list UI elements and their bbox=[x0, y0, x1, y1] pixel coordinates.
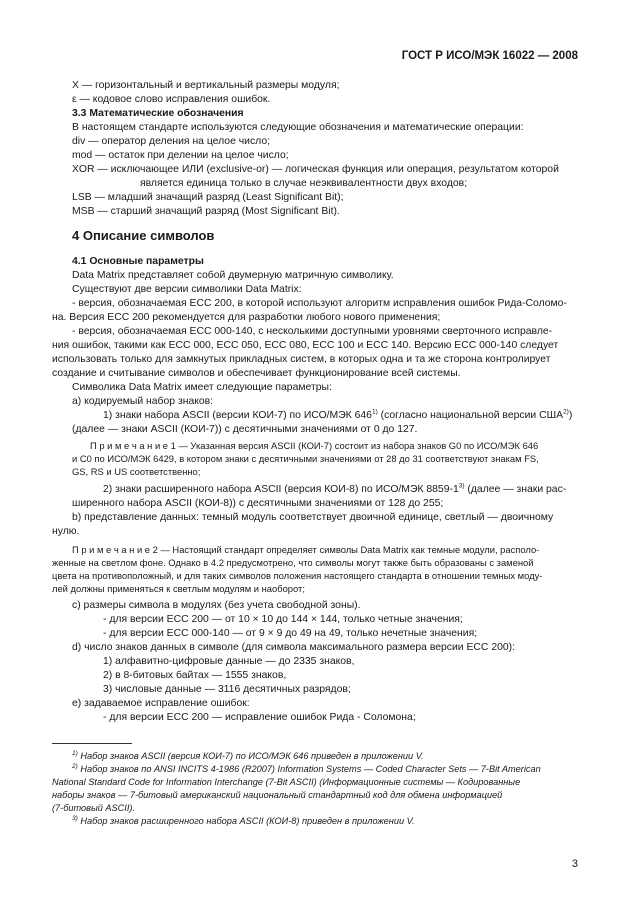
text-line: div — оператор деления на целое число; bbox=[72, 136, 270, 147]
text-line: Символика Data Matrix имеет следующие параметры: bbox=[72, 382, 332, 393]
text-line: ширенного набора ASCII (КОИ-8)) с десятичными значениями от 128 до 255; bbox=[72, 498, 444, 509]
text-line: b) представление данных: темный модуль соответствует двоичной единице, светлый — двоичному bbox=[72, 512, 554, 523]
note-line: лей должны применяться к светлым модулям и наоборот; bbox=[52, 583, 305, 594]
text-line: на. Версия ECC 200 рекомендуется для разработки любого нового применения; bbox=[52, 312, 441, 323]
footnote: наборы знаков — 7-битовый американский национальный стандартный код для обмена информацией bbox=[52, 790, 503, 800]
note-line: и C0 по ИСО/МЭК 6429, в котором знаки с десятичными значениями от 28 до 31 соответствуют знакам FS, bbox=[72, 453, 539, 464]
text-line: 1) знаки набора ASCII (версии КОИ-7) по ИСО/МЭК 646$^{1)}$ (согласно национальной версии США$^{2)}$) bbox=[103, 408, 573, 421]
text-line: Data Matrix представляет собой двумерную матричную символику. bbox=[72, 270, 394, 281]
section-heading: 4.1 Основные параметры bbox=[72, 256, 204, 267]
text-line: XOR — исключающее ИЛИ (exclusive-or) — логическая функция или операция, результатом которой bbox=[72, 164, 559, 175]
note-line: GS, RS и US соответственно; bbox=[72, 466, 201, 477]
text-line: 1) алфавитно-цифровые данные — до 2335 знаков, bbox=[103, 656, 355, 667]
text-line: MSB — старший значащий разряд (Most Significant Bit). bbox=[72, 206, 340, 217]
text-line: создание и считывание символов и обеспечивает функционирование всей системы. bbox=[52, 368, 461, 379]
note-line: женные на светлом фоне. Однако в 4.2 предусмотрено, что символы могут также быть образованы с заменой bbox=[52, 557, 534, 568]
footnote: $^{3)}$ Набор знаков расширенного набора ASCII (КОИ-8) приведен в приложении V. bbox=[72, 814, 415, 826]
text-line: ния ошибок, такими как ECC 000, ECC 050, ECC 080, ECC 100 и ECC 140. Версию ECC 000-140 следует bbox=[52, 340, 559, 351]
text-line: с) размеры символа в модулях (без учета свободной зоны). bbox=[72, 600, 361, 611]
footnote-divider bbox=[52, 743, 132, 744]
text-line: - версия, обозначаемая ECC 200, в которой используют алгоритм исправления ошибок Рида-Соломо- bbox=[72, 298, 567, 309]
text-line: является единица только в случае неэквивалентности двух входов; bbox=[140, 178, 468, 189]
note-line: П р и м е ч а н и е 1 — Указанная версия ASCII (КОИ-7) состоит из набора знаков G0 по ИСО/МЭК 646 bbox=[90, 440, 539, 451]
chapter-heading: 4 Описание символов bbox=[72, 228, 215, 243]
text-line: использовать только для замкнутых прикладных систем, в которых одна и та же сторона контролирует bbox=[52, 354, 551, 365]
text-line: е) задаваемое исправление ошибок: bbox=[72, 698, 250, 709]
text-line: d) число знаков данных в символе (для символа максимального размера версии ECC 200): bbox=[72, 642, 515, 653]
footnote: (7-битовый ASCII). bbox=[52, 803, 135, 813]
note-line: П р и м е ч а н и е 2 — Настоящий стандарт определяет символы Data Matrix как темные модули, располо- bbox=[72, 544, 540, 555]
footnote-ref: 1) bbox=[371, 408, 378, 416]
document-header: ГОСТ Р ИСО/МЭК 16022 — 2008 bbox=[401, 50, 578, 62]
section-heading: 3.3 Математические обозначения bbox=[72, 108, 244, 119]
footnote-ref: 3) bbox=[458, 482, 465, 490]
text-line: - для версии ECC 200 — от 10 × 10 до 144 × 144, только четные значения; bbox=[103, 614, 463, 625]
text-line: - для версии ECC 200 — исправление ошибок Рида - Соломона; bbox=[103, 712, 416, 723]
text-line: - для версии ECC 000-140 — от 9 × 9 до 49 на 49, только нечетные значения; bbox=[103, 628, 478, 639]
text-line: Существуют две версии символики Data Matrix: bbox=[72, 284, 302, 295]
footnote-ref: 2) bbox=[563, 408, 569, 416]
text-line: X — горизонтальный и вертикальный размеры модуля; bbox=[72, 80, 340, 91]
footnote: National Standard Code for Information Interchange (7-Bit ASCII) (Информационные системы — Кодированные bbox=[52, 777, 521, 787]
footnote: $^{2)}$ Набор знаков по ANSI INCITS 4-1986 (R2007) Information Systems — Coded Character Sets — 7-Bit American bbox=[72, 762, 541, 774]
text-line: 3) числовые данные — 3116 десятичных разрядов; bbox=[103, 684, 351, 695]
text-line: В настоящем стандарте используются следующие обозначения и математические операции: bbox=[72, 122, 524, 133]
text-line: LSB — младший значащий разряд (Least Significant Bit); bbox=[72, 192, 344, 203]
text-line: 2) в 8-битовых байтах — 1555 знаков, bbox=[103, 670, 287, 681]
note-line: цвета на противоположный, и для таких символов положения настоящего стандарта в отношении темных моду- bbox=[52, 570, 543, 581]
text-line: ε — кодовое слово исправления ошибок. bbox=[72, 94, 271, 105]
text-line: - версия, обозначаемая ECC 000-140, с несколькими доступными уровнями сверточного исправле- bbox=[72, 326, 553, 337]
page-number: 3 bbox=[571, 858, 578, 870]
text-line: mod — остаток при делении на целое число; bbox=[72, 150, 289, 161]
text-line: нулю. bbox=[52, 526, 80, 537]
text-line: а) кодируемый набор знаков: bbox=[72, 396, 214, 407]
text-line: 2) знаки расширенного набора ASCII (версия КОИ-8) по ИСО/МЭК 8859-1$^{3)}$ (далее — знаки рас- bbox=[103, 482, 567, 495]
text-line: (далее — знаки ASCII (КОИ-7)) с десятичными значениями от 0 до 127. bbox=[72, 424, 418, 435]
footnote: $^{1)}$ Набор знаков ASCII (версия КОИ-7) по ИСО/МЭК 646 приведен в приложении V. bbox=[72, 749, 424, 761]
